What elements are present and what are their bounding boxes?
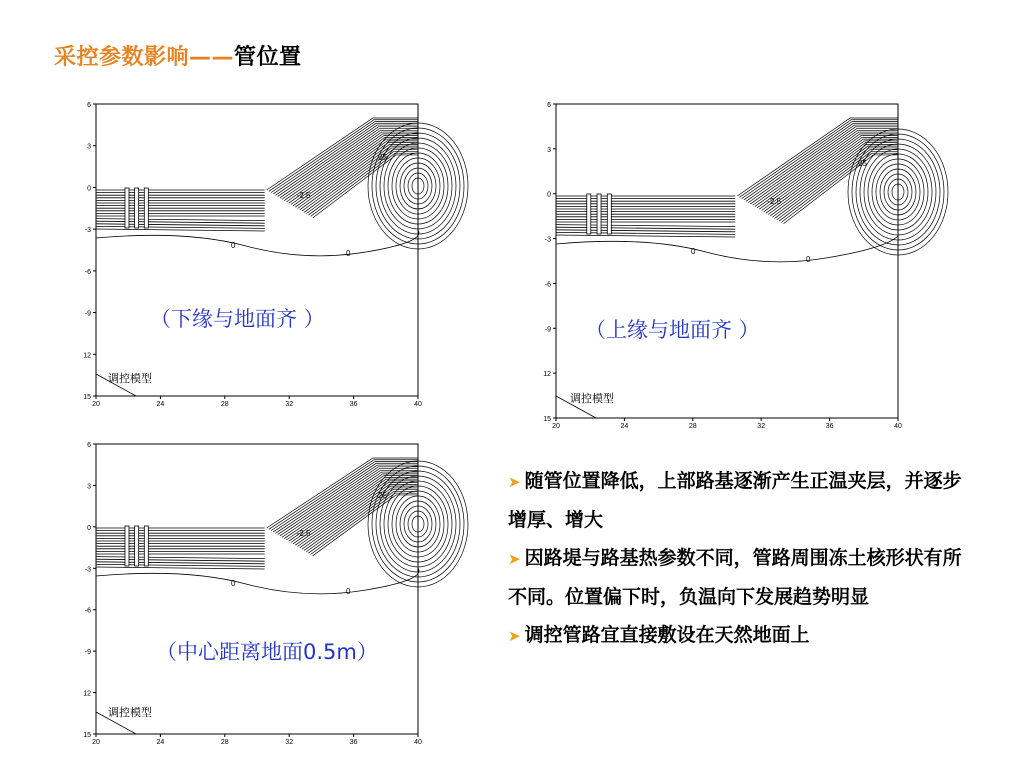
arrow-bullet-icon: ➤ (508, 473, 521, 491)
pipe-mark (607, 194, 611, 234)
x-tick-label: 32 (757, 423, 766, 430)
y-tick-label: -6 (544, 281, 551, 289)
y-tick-label: 15 (543, 416, 551, 423)
y-tick-label: -3 (544, 236, 551, 244)
contour-line (556, 232, 735, 234)
pipe-mark (135, 188, 139, 228)
y-tick-label: 6 (87, 442, 91, 449)
bullet-item (508, 539, 978, 616)
bullet-item (508, 616, 978, 655)
y-tick-label: 0 (547, 191, 551, 199)
contour-line (96, 229, 265, 231)
contour-line (556, 227, 735, 229)
x-tick-label: 24 (620, 423, 629, 430)
y-tick-label: 12 (83, 352, 91, 360)
title-prefix: 采控参数影响—— (54, 45, 235, 70)
contour-line (96, 567, 265, 569)
x-tick-label: 40 (414, 401, 422, 408)
contour-line (746, 125, 898, 201)
x-tick-label: 40 (894, 423, 902, 430)
plot-caption (156, 636, 378, 666)
x-tick-label: 20 (552, 423, 560, 430)
contour-plot-3 (78, 440, 428, 745)
page-title (54, 40, 302, 71)
plot-caption: （上缘与地面齐 ） (585, 318, 760, 342)
x-tick-label: 40 (414, 739, 422, 746)
pipe-mark (597, 194, 601, 234)
pipe-mark (135, 526, 139, 566)
plot-frame (96, 104, 418, 396)
x-tick-label: 36 (349, 739, 358, 746)
contour-line (96, 564, 265, 566)
contour-line (748, 127, 898, 203)
y-tick-label: -6 (84, 268, 91, 276)
contour-line (96, 224, 265, 226)
contour-figure (78, 440, 428, 745)
x-tick-label: 32 (285, 401, 294, 408)
contour-figure (538, 100, 908, 430)
pipe-mark (144, 526, 148, 566)
contour-line (96, 557, 265, 559)
contour-label: 0 (806, 255, 811, 264)
y-tick-label: -3 (84, 227, 91, 235)
y-tick-label: -3 (84, 566, 91, 574)
contour-line (96, 226, 265, 228)
bullet-list (508, 462, 978, 655)
contour-label: -2.5 (767, 197, 782, 206)
contour-plot-2 (538, 100, 908, 430)
x-tick-label: 24 (156, 739, 165, 746)
zero-contour (556, 236, 898, 262)
y-tick-label: 12 (543, 371, 551, 379)
contour-line (96, 219, 265, 221)
y-tick-label: 15 (83, 394, 91, 401)
plot-caption: （下缘与地面齐 ） (150, 307, 325, 331)
bullet-text: 随管位置降低，上部路基逐渐产生正温夹层，并逐步增厚、增大 (508, 470, 962, 531)
bullet-text: 调控管路宜直接敷设在天然地面上 (524, 624, 810, 646)
arrow-bullet-icon: ➤ (508, 550, 521, 568)
contour-label: 0 (231, 579, 236, 588)
y-tick-label: 3 (547, 146, 551, 154)
caption-suffix: ） (356, 640, 378, 664)
contour-label: 0 (346, 587, 351, 596)
x-tick-label: 28 (220, 739, 229, 746)
contour-figure (78, 100, 428, 410)
contour-line (556, 235, 735, 237)
model-label: 调控模型 (570, 392, 614, 405)
x-tick-label: 20 (92, 401, 100, 408)
y-tick-label: 0 (87, 185, 91, 193)
contour-line (737, 118, 898, 196)
bullet-text: 因路堤与路基热参数不同，管路周围冻土核形状有所不同。位置偏下时，负温向下发展趋势明显 (508, 547, 962, 608)
zero-contour (96, 230, 419, 256)
x-tick-label: 28 (688, 423, 697, 430)
y-tick-label: 15 (83, 732, 91, 739)
pipe-mark (125, 188, 129, 228)
contour-line (761, 137, 898, 210)
caption-value: 0.5m (303, 640, 357, 664)
y-tick-label: 6 (87, 102, 91, 109)
contour-label: -2.5 (296, 191, 311, 200)
contour-line (96, 559, 265, 561)
x-tick-label: 36 (349, 401, 358, 408)
zero-contour (96, 568, 419, 594)
contour-label: 0 (231, 241, 236, 250)
contour-line (556, 225, 735, 227)
x-tick-label: 32 (285, 739, 294, 746)
y-tick-label: 6 (547, 102, 551, 109)
y-tick-label: -9 (84, 310, 91, 318)
contour-line (96, 221, 265, 223)
contour-line (556, 230, 735, 232)
contour-label: 25 (378, 491, 387, 500)
contour-label: 25 (378, 153, 387, 162)
y-tick-label: -9 (544, 326, 551, 334)
x-tick-label: 24 (156, 401, 165, 408)
y-tick-label: 12 (83, 690, 91, 698)
contour-label: 25 (858, 159, 867, 168)
y-tick-label: 0 (87, 524, 91, 532)
contour-label: 0 (346, 249, 351, 258)
contour-line (293, 139, 418, 206)
arrow-bullet-icon: ➤ (508, 627, 521, 645)
pipe-mark (125, 526, 129, 566)
caption-prefix: （中心距离地面 (156, 640, 303, 664)
model-label: 调控模型 (108, 372, 152, 385)
contour-line (96, 562, 265, 564)
y-tick-label: 3 (87, 143, 91, 151)
x-tick-label: 36 (825, 423, 834, 430)
x-tick-label: 28 (220, 401, 229, 408)
model-label: 调控模型 (108, 706, 152, 719)
contour-label: -2.5 (296, 529, 311, 538)
pipe-mark (587, 194, 591, 234)
pipe-mark (144, 188, 148, 228)
bullet-item (508, 462, 978, 539)
y-tick-label: 3 (87, 483, 91, 491)
y-tick-label: -6 (84, 607, 91, 615)
contour-plot-1 (78, 100, 428, 410)
contour-label: 0 (691, 247, 696, 256)
title-main: 管位置 (234, 45, 302, 70)
x-tick-label: 20 (92, 739, 100, 746)
y-tick-label: -9 (84, 649, 91, 657)
